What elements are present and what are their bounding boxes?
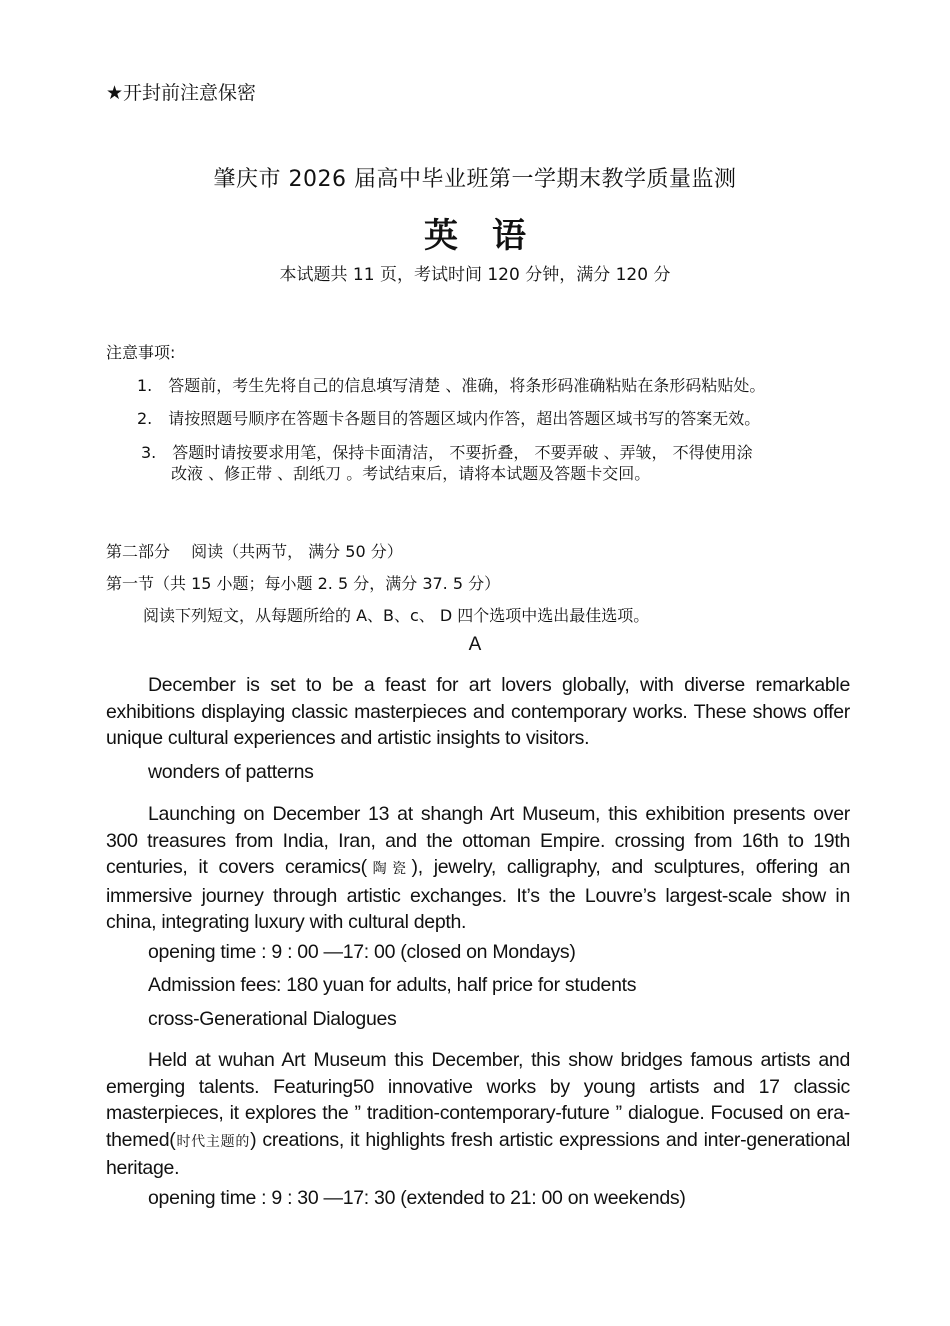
part-heading: 第二部分 阅读（共两节， 满分 50 分） xyxy=(106,542,403,561)
notice-item: 1. 答题前，考生先将自己的信息填写清楚 、准确，将条形码准确粘贴在条形码粘贴处。 xyxy=(137,376,766,395)
exhibit-description: Held at wuhan Art Museum this December, this show bridges famous artists and emerging talents. Featuring50 innovative works by young artists and 17 classic masterpieces, it explores the ” tradition-contemporary-future ” dialogue. Focused on era-themed(时代主题的) creations, it highlights fresh artistic expressions and inter-generational heritage. xyxy=(106,1049,851,1179)
opening-time: opening time : 9 : 00 —17: 00 (closed on Mondays) xyxy=(148,941,576,963)
admission-fees: Admission fees: 180 yuan for adults, half price for students xyxy=(148,974,637,996)
notice-item: 3. 答题时请按要求用笔，保持卡面清洁， 不要折叠， 不要弄破 、弄皱， 不得使用涂 xyxy=(141,443,753,462)
exhibit-title: cross-Generational Dialogues xyxy=(148,1008,397,1030)
notice-item: 改液 、修正带 、刮纸刀 。考试结束后，请将本试题及答题卡交回。 xyxy=(171,464,651,483)
subsection-heading: 第一节（共 15 小题；每小题 2. 5 分，满分 37. 5 分） xyxy=(106,574,501,593)
exhibit-title: wonders of patterns xyxy=(148,761,314,783)
notice-item: 2. 请按照题号顺序在答题卡各题目的答题区域内作答，超出答题区域书写的答案无效。 xyxy=(137,409,761,428)
subject-title: 英 语 xyxy=(424,216,526,256)
reading-instruction: 阅读下列短文，从每题所给的 A、B、c、 D 四个选项中选出最佳选项。 xyxy=(143,606,650,625)
passage-label: A xyxy=(468,634,482,655)
gloss-text: 陶瓷 xyxy=(366,861,412,877)
exam-info: 本试题共 11 页，考试时间 120 分钟，满分 120 分 xyxy=(279,265,671,285)
opening-time: opening time : 9 : 30 —17: 30 (extended to 21: 00 on weekends) xyxy=(148,1187,686,1209)
gloss-text: 时代主题的 xyxy=(175,1133,251,1150)
confidential-mark: ★开封前注意保密 xyxy=(106,82,257,104)
exam-title: 肇庆市 2026 届高中毕业班第一学期末教学质量监测 xyxy=(213,167,737,192)
notice-heading: 注意事项: xyxy=(106,343,176,362)
passage-intro: December is set to be a feast for art lovers globally, with diverse remarkable exhibitions displaying classic masterpieces and contemporary works. These shows offer unique cultural experiences and artistic insights to visitors. xyxy=(106,674,850,749)
exhibit-description: Launching on December 13 at shangh Art Museum, this exhibition presents over 300 treasures from India, Iran, and the ottoman Empire. crossing from 16th to 19th centuries, it covers ceramics(陶瓷), jewelry, calligraphy, and sculptures, offering an immersive journey through artistic exchanges. It’s the Louvre’s largest-scale show in china, integrating luxury with cultural depth. xyxy=(106,803,850,933)
